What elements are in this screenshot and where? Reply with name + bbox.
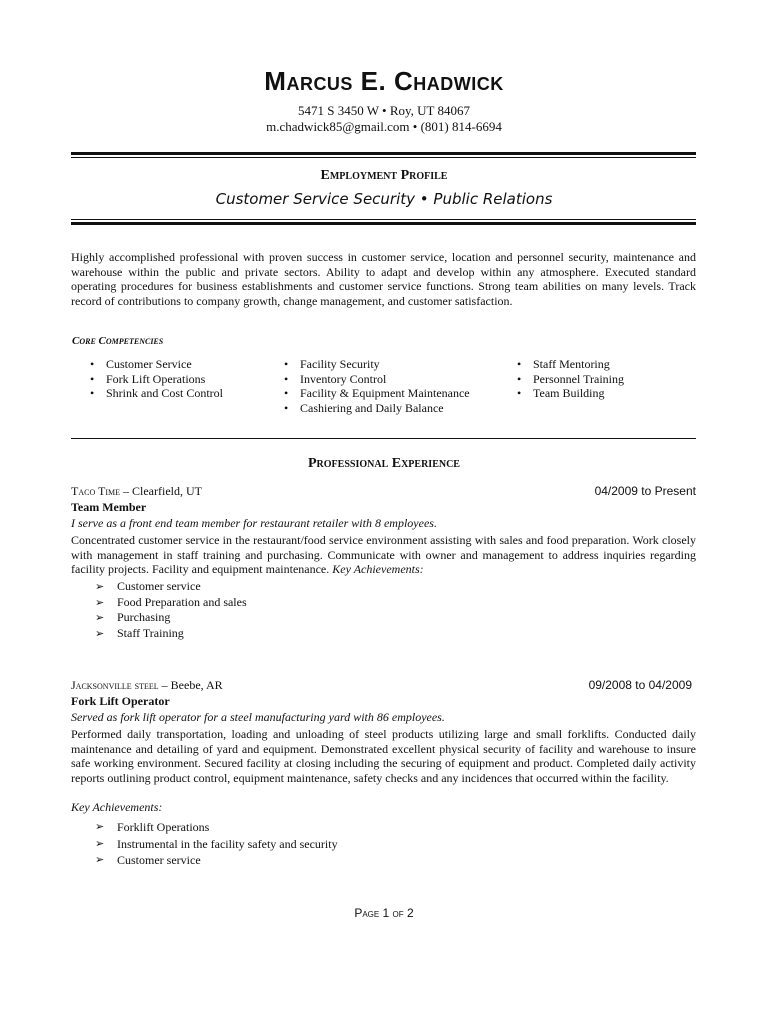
achievement-item: ➢ Forklift Operations (95, 819, 338, 836)
competency-item: • Cashiering and Daily Balance (280, 401, 470, 416)
job-summary: I serve as a front end team member for restaurant retailer with 8 employees. (71, 516, 437, 530)
job-header (71, 678, 692, 693)
job-role: Team Member (71, 500, 147, 514)
key-achievements-label: Key Achievements: (332, 562, 424, 577)
job-description-text: Concentrated customer service in the restaurant/food service environment assisting with sales and food preparation. Work closely with management in staff training and purchasing. Communicate with owner and management to address inquiries regarding facility projects. Facility and equipment maintenance. (71, 533, 696, 577)
employment-profile-title: Employment Profile (320, 168, 448, 183)
experience-rule (71, 438, 696, 439)
achievement-item: ➢ Customer service (95, 852, 338, 869)
competency-item: • Staff Mentoring (513, 357, 624, 372)
achievements-list (95, 579, 247, 641)
achievement-item: ➢ Purchasing (95, 610, 247, 626)
job-summary: Served as fork lift operator for a steel manufacturing yard with 86 employees. (71, 710, 445, 724)
professional-experience-title: Professional Experience (308, 456, 460, 471)
competency-item: • Facility & Equipment Maintenance (280, 386, 470, 401)
contact-email-phone: m.chadwick85@gmail.com • (801) 814-6694 (266, 119, 502, 134)
job-company: Jacksonville steel (71, 678, 159, 692)
competencies-column-3 (513, 357, 624, 401)
job-dates: 04/2009 to Present (594, 484, 696, 498)
achievement-item: ➢ Food Preparation and sales (95, 595, 247, 611)
job-dates: 09/2008 to 04/2009 (588, 678, 692, 692)
job-location: – Beebe, AR (158, 678, 223, 692)
profile-rule-thick (71, 222, 696, 225)
header-rule-thick (71, 152, 696, 155)
job-header (71, 484, 696, 499)
header-rule-thin (71, 157, 696, 158)
profile-summary: Highly accomplished professional with proven success in customer service, location and personnel security, maintenance and warehouse within the public and private sectors. Ability to adapt and develop within any atmosphere. Executed standard operating procedures for business establishments and customer service functions. Strong team abilities on many levels. Track record of contributions to company growth, change management, and customer satisfaction. (71, 250, 696, 308)
core-competencies-heading: Core Competencies (72, 335, 164, 347)
page-number: Page 1 of 2 (354, 906, 414, 920)
job-description: Performed daily transportation, loading and unloading of steel products utilizing large and small forklifts. Conducted daily maintenance and detailing of yard and equipment. Demonstrated excellent physical security of facility and warehouse to insure safe working environment. Secured facility at closing including the securing of equipment and product. Completed daily activity reports outlining product control, equipment maintenance, safety checks and any incidences that occurred within the facility. (71, 727, 696, 785)
key-achievements-label: Key Achievements: (71, 800, 163, 814)
job-location: – Clearfield, UT (120, 484, 202, 498)
achievement-item: ➢ Staff Training (95, 626, 247, 642)
achievement-item: ➢ Instrumental in the facility safety and security (95, 836, 338, 853)
job-company: Taco Time (71, 484, 120, 498)
contact-address: 5471 S 3450 W • Roy, UT 84067 (297, 103, 470, 118)
competency-item: • Customer Service (86, 357, 223, 372)
competency-item: • Facility Security (280, 357, 470, 372)
achievement-item: ➢ Customer service (95, 579, 247, 595)
job-role: Fork Lift Operator (71, 694, 170, 708)
achievements-list (95, 819, 338, 869)
competency-item: • Team Building (513, 386, 624, 401)
competencies-column-2 (280, 357, 470, 415)
competencies-column-1 (86, 357, 223, 401)
job-description (71, 533, 696, 577)
competency-item: • Shrink and Cost Control (86, 386, 223, 401)
resume-name: Marcus E. Chadwick (264, 66, 504, 96)
competency-item: • Fork Lift Operations (86, 372, 223, 387)
profile-tagline: Customer Service Security • Public Relations (215, 190, 553, 208)
profile-rule-thin (71, 219, 696, 220)
competency-item: • Personnel Training (513, 372, 624, 387)
competency-item: • Inventory Control (280, 372, 470, 387)
